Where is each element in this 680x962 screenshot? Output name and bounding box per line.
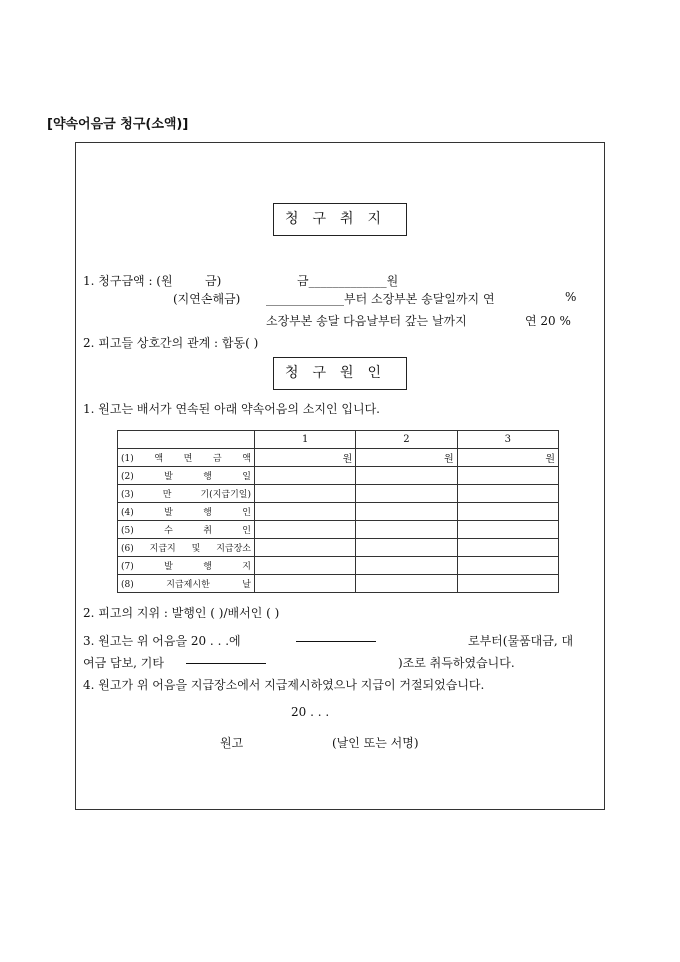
row-label: (1) 액 면 금 액 bbox=[118, 449, 255, 467]
claim-interest-label: (지연손해금) bbox=[173, 292, 241, 306]
cause-item3-part2: 로부터(물품대금, 대 bbox=[468, 634, 574, 648]
cause-item2: 2. 피고의 지위 : 발행인 ( )/배서인 ( ) bbox=[83, 606, 280, 620]
promissory-note-table bbox=[117, 430, 559, 593]
cause-item3-part3: 여금 담보, 기타 bbox=[83, 656, 164, 670]
table-row bbox=[118, 521, 559, 539]
plaintiff-label: 원고 bbox=[220, 736, 244, 750]
table-cell bbox=[356, 467, 457, 485]
row-label: (3) 만 기(지급기일) bbox=[118, 485, 255, 503]
table-column-header: 2 bbox=[356, 431, 457, 449]
table-cell bbox=[255, 539, 356, 557]
table-row bbox=[118, 539, 559, 557]
claim-item1-prefix: 1. 청구금액 : (원 bbox=[83, 274, 173, 288]
row-label: (8) 지급제시한 날 bbox=[118, 575, 255, 593]
table-cell: 원 bbox=[457, 449, 558, 467]
cause-item3-part4: )조로 취득하였습니다. bbox=[398, 656, 515, 670]
row-label: (7) 발 행 지 bbox=[118, 557, 255, 575]
table-cell: 원 bbox=[356, 449, 457, 467]
table-corner-cell bbox=[118, 431, 255, 449]
row-label: (6) 지급지 및 지급장소 bbox=[118, 539, 255, 557]
table-cell bbox=[356, 539, 457, 557]
table-cell bbox=[457, 467, 558, 485]
table-row bbox=[118, 503, 559, 521]
table-cell: 원 bbox=[255, 449, 356, 467]
claim-item2: 2. 피고들 상호간의 관계 : 합동( ) bbox=[83, 336, 259, 350]
claim-item1-word: 금) bbox=[205, 274, 222, 288]
claim-title-box: 청구취지 bbox=[273, 203, 407, 236]
cause-item4: 4. 원고가 위 어음을 지급장소에서 지급제시하였으나 지급이 거절되었습니다. bbox=[83, 678, 485, 692]
table-cell bbox=[457, 485, 558, 503]
claim-interest-rate2: 연 20 % bbox=[525, 314, 571, 328]
claim-interest-line: _____________부터 소장부본 송달일까지 연 bbox=[266, 292, 495, 306]
table-cell bbox=[255, 557, 356, 575]
table-cell bbox=[457, 521, 558, 539]
claim-interest-percent: % bbox=[565, 290, 577, 304]
table-cell bbox=[255, 503, 356, 521]
table-row bbox=[118, 485, 559, 503]
claim-interest-line2: 소장부본 송달 다음날부터 갚는 날까지 bbox=[266, 314, 467, 328]
other-reason-blank bbox=[186, 651, 266, 664]
row-label: (5) 수 취 인 bbox=[118, 521, 255, 539]
table-cell bbox=[457, 539, 558, 557]
table-cell bbox=[356, 503, 457, 521]
table-row bbox=[118, 575, 559, 593]
document-heading: [약속어음금 청구(소액)] bbox=[47, 117, 189, 132]
cause-title-box: 청구원인 bbox=[273, 357, 407, 390]
table-column-header: 1 bbox=[255, 431, 356, 449]
claim-item1-amount: 금_____________원 bbox=[297, 274, 399, 288]
table-cell bbox=[255, 485, 356, 503]
filing-date: 20 . . . bbox=[291, 705, 330, 719]
table-cell bbox=[255, 467, 356, 485]
table-cell bbox=[356, 521, 457, 539]
acquired-from-blank bbox=[296, 629, 376, 642]
table-row bbox=[118, 449, 559, 467]
table-cell bbox=[255, 575, 356, 593]
table-cell bbox=[457, 503, 558, 521]
table-column-header: 3 bbox=[457, 431, 558, 449]
table-cell bbox=[356, 485, 457, 503]
table-cell bbox=[457, 557, 558, 575]
table-cell bbox=[255, 521, 356, 539]
table-cell bbox=[457, 575, 558, 593]
table-cell bbox=[356, 557, 457, 575]
seal-or-signature: (날인 또는 서명) bbox=[332, 736, 419, 750]
table-row bbox=[118, 557, 559, 575]
row-label: (2) 발 행 일 bbox=[118, 467, 255, 485]
table-row bbox=[118, 467, 559, 485]
table-header-row bbox=[118, 431, 559, 449]
cause-item1: 1. 원고는 배서가 연속된 아래 약속어음의 소지인 입니다. bbox=[83, 402, 380, 416]
cause-item3-part1: 3. 원고는 위 어음을 20 . . .에 bbox=[83, 634, 241, 648]
row-label: (4) 발 행 인 bbox=[118, 503, 255, 521]
table-cell bbox=[356, 575, 457, 593]
